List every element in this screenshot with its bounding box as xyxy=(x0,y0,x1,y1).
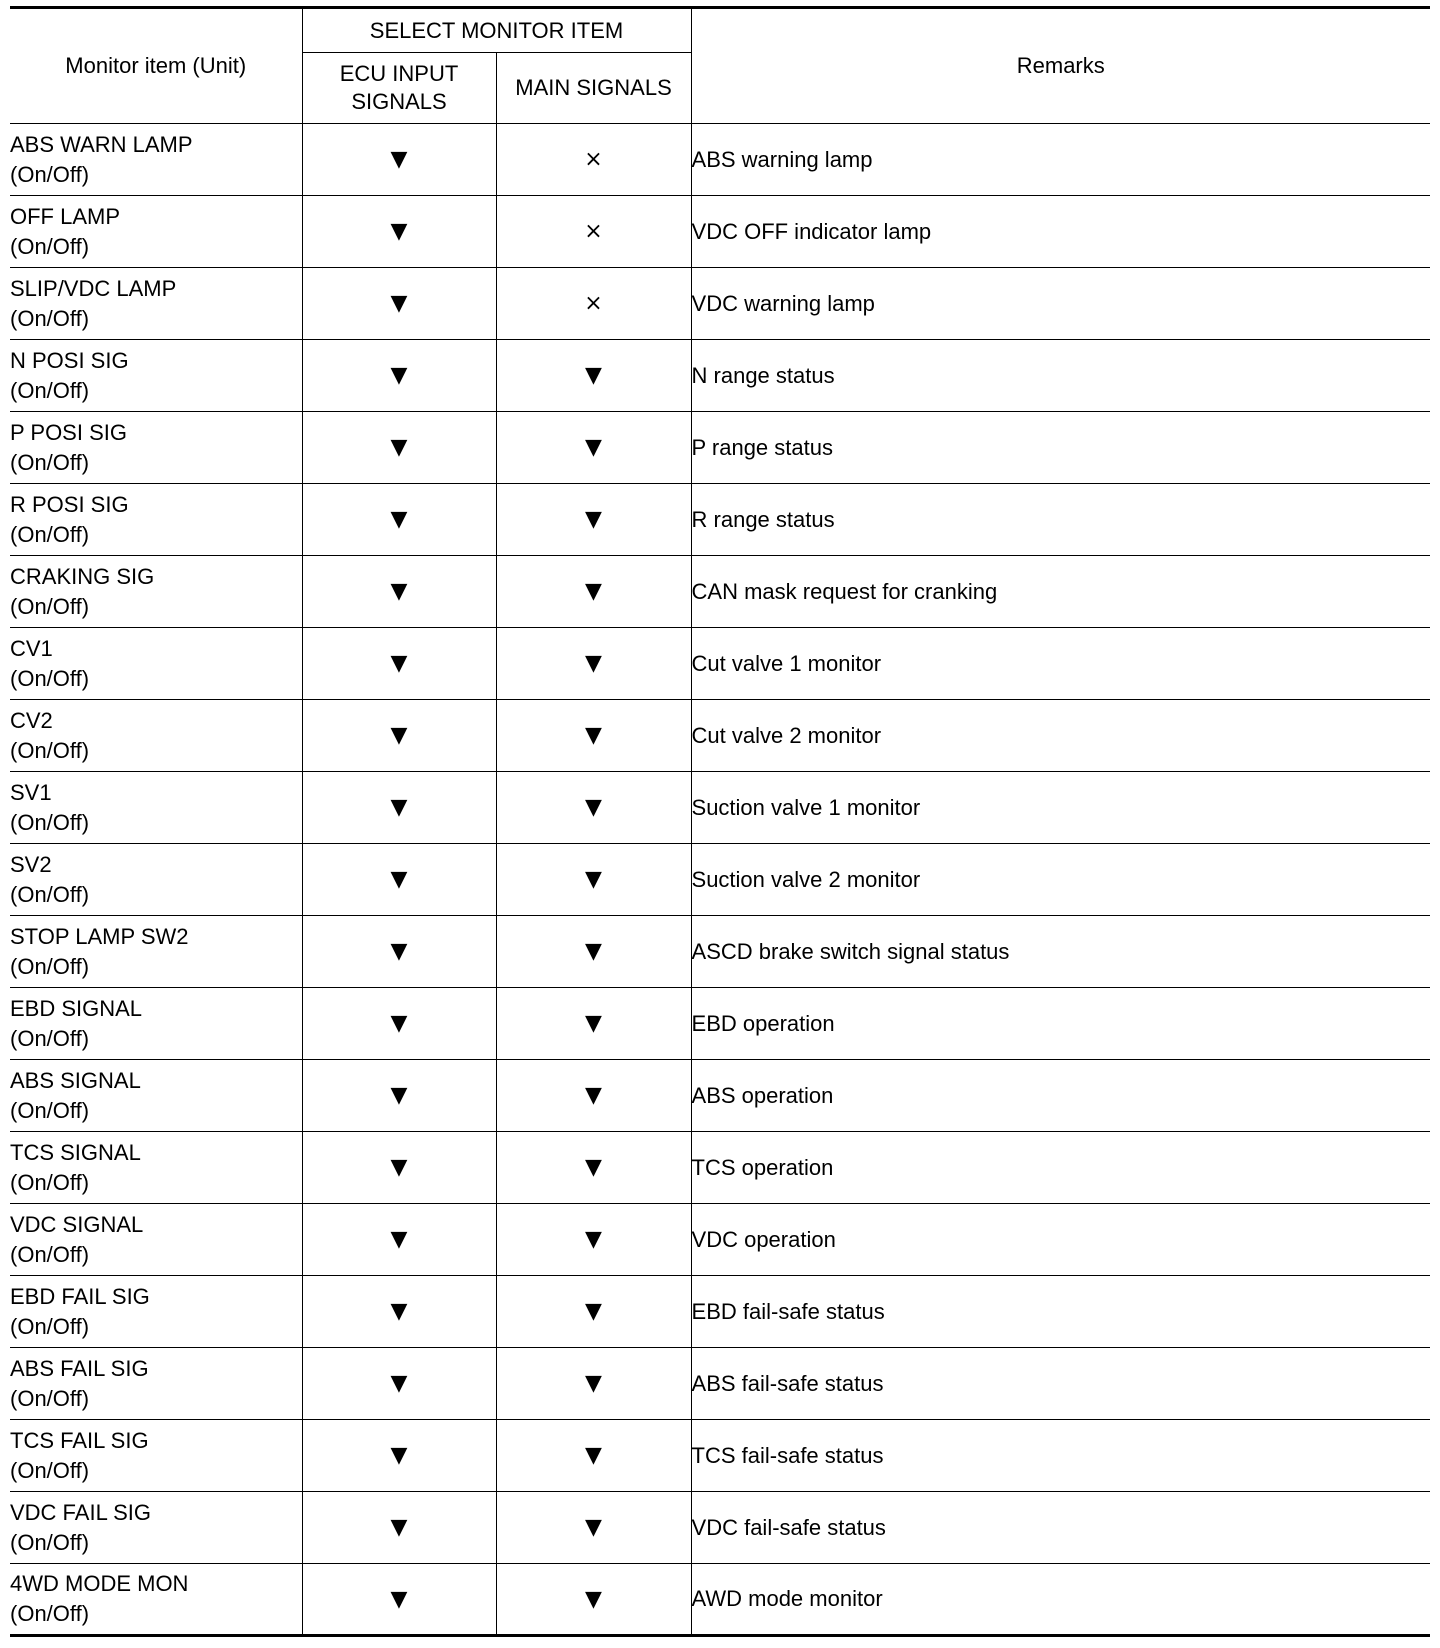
main-signal-mark-cell xyxy=(496,844,691,916)
ecu-input-signal-mark-cell xyxy=(302,628,496,700)
ecu-input-signal-mark-cell xyxy=(302,1564,496,1636)
monitor-item-name: N POSI SIG xyxy=(10,347,129,373)
main-signal-mark-cell xyxy=(496,556,691,628)
monitor-item-unit: (On/Off) xyxy=(10,1313,90,1339)
monitor-item-name: SLIP/VDC LAMP xyxy=(10,275,177,301)
main-signal-mark-cell xyxy=(496,1420,691,1492)
monitor-item-cell xyxy=(10,1276,302,1348)
ecu-input-signal-mark-cell xyxy=(302,916,496,988)
triangle-down-icon: ▼ xyxy=(390,219,408,244)
table-row xyxy=(10,628,1430,700)
monitor-item-cell xyxy=(10,340,302,412)
triangle-down-icon: ▼ xyxy=(390,939,408,964)
triangle-down-icon: ▼ xyxy=(585,1443,602,1468)
table-row xyxy=(10,1564,1430,1636)
ecu-input-signal-mark-cell xyxy=(302,196,496,268)
remarks-cell: AWD mode monitor xyxy=(691,1564,1430,1636)
monitor-item-name: ABS SIGNAL xyxy=(10,1067,141,1093)
monitor-item-cell xyxy=(10,556,302,628)
monitor-item-name: VDC SIGNAL xyxy=(10,1211,144,1237)
ecu-input-signal-mark-cell xyxy=(302,1060,496,1132)
monitor-item-name: CRAKING SIG xyxy=(10,563,155,589)
header-monitor-item: Monitor item (Unit) xyxy=(10,8,302,124)
ecu-input-signal-mark-cell xyxy=(302,268,496,340)
remarks-cell: VDC warning lamp xyxy=(691,268,1430,340)
monitor-item-unit: (On/Off) xyxy=(10,233,90,259)
triangle-down-icon: ▼ xyxy=(390,795,408,820)
table-row xyxy=(10,268,1430,340)
main-signal-mark-cell xyxy=(496,1348,691,1420)
triangle-down-icon: ▼ xyxy=(585,1155,602,1180)
main-signal-mark-cell xyxy=(496,340,691,412)
table-row xyxy=(10,196,1430,268)
ecu-input-signal-mark-cell xyxy=(302,1348,496,1420)
monitor-item-name: ABS WARN LAMP xyxy=(10,131,193,157)
monitor-item-unit: (On/Off) xyxy=(10,1601,90,1626)
triangle-down-icon: ▼ xyxy=(390,1083,408,1108)
monitor-item-name: SV1 xyxy=(10,779,52,805)
remarks-cell: Cut valve 1 monitor xyxy=(691,628,1430,700)
table-row xyxy=(10,988,1430,1060)
triangle-down-icon: ▼ xyxy=(390,147,408,172)
remarks-cell: CAN mask request for cranking xyxy=(691,556,1430,628)
monitor-item-cell xyxy=(10,916,302,988)
triangle-down-icon: ▼ xyxy=(390,1371,408,1396)
ecu-input-signal-mark-cell xyxy=(302,1132,496,1204)
monitor-item-name: R POSI SIG xyxy=(10,491,129,517)
table-row xyxy=(10,1276,1430,1348)
triangle-down-icon: ▼ xyxy=(585,867,602,892)
monitor-item-unit: (On/Off) xyxy=(10,1169,90,1195)
monitor-item-cell xyxy=(10,412,302,484)
remarks-cell: ASCD brake switch signal status xyxy=(691,916,1430,988)
triangle-down-icon: ▼ xyxy=(585,1371,602,1396)
ecu-input-signal-mark-cell xyxy=(302,412,496,484)
cross-mark-icon: × xyxy=(584,147,603,172)
triangle-down-icon: ▼ xyxy=(390,363,408,388)
triangle-down-icon: ▼ xyxy=(390,1011,408,1036)
triangle-down-icon: ▼ xyxy=(390,723,408,748)
triangle-down-icon: ▼ xyxy=(585,651,602,676)
monitor-item-cell xyxy=(10,1420,302,1492)
cross-mark-icon: × xyxy=(584,291,603,316)
main-signal-mark-cell xyxy=(496,196,691,268)
triangle-down-icon: ▼ xyxy=(390,651,408,676)
monitor-item-name: STOP LAMP SW2 xyxy=(10,923,189,949)
main-signal-mark-cell xyxy=(496,484,691,556)
monitor-item-cell xyxy=(10,196,302,268)
monitor-item-cell xyxy=(10,1060,302,1132)
ecu-input-signal-mark-cell xyxy=(302,1492,496,1564)
triangle-down-icon: ▼ xyxy=(585,363,602,388)
triangle-down-icon: ▼ xyxy=(390,579,408,604)
remarks-cell: VDC OFF indicator lamp xyxy=(691,196,1430,268)
triangle-down-icon: ▼ xyxy=(585,795,602,820)
main-signal-mark-cell xyxy=(496,1276,691,1348)
monitor-item-name: P POSI SIG xyxy=(10,419,127,445)
triangle-down-icon: ▼ xyxy=(390,507,408,532)
monitor-item-name: EBD SIGNAL xyxy=(10,995,143,1021)
ecu-input-signal-mark-cell xyxy=(302,844,496,916)
main-signal-mark-cell xyxy=(496,1564,691,1636)
triangle-down-icon: ▼ xyxy=(390,867,408,892)
triangle-down-icon: ▼ xyxy=(585,507,602,532)
table-row xyxy=(10,1060,1430,1132)
main-signal-mark-cell xyxy=(496,988,691,1060)
monitor-item-name: SV2 xyxy=(10,851,52,877)
table-row xyxy=(10,556,1430,628)
main-signal-mark-cell xyxy=(496,268,691,340)
monitor-item-unit: (On/Off) xyxy=(10,881,90,907)
main-signal-mark-cell xyxy=(496,628,691,700)
triangle-down-icon: ▼ xyxy=(390,1227,408,1252)
remarks-cell: VDC fail-safe status xyxy=(691,1492,1430,1564)
header-select-monitor-item: SELECT MONITOR ITEM xyxy=(302,8,691,53)
ecu-input-signal-mark-cell xyxy=(302,772,496,844)
header-remarks: Remarks xyxy=(691,8,1430,124)
monitor-item-unit: (On/Off) xyxy=(10,737,90,763)
monitor-item-unit: (On/Off) xyxy=(10,1241,90,1267)
remarks-cell: EBD fail-safe status xyxy=(691,1276,1430,1348)
triangle-down-icon: ▼ xyxy=(585,579,602,604)
table-header-row xyxy=(10,8,1430,53)
main-signal-mark-cell xyxy=(496,772,691,844)
monitor-item-unit: (On/Off) xyxy=(10,1097,90,1123)
table-row xyxy=(10,124,1430,196)
table-row xyxy=(10,1348,1430,1420)
main-signal-mark-cell xyxy=(496,1060,691,1132)
ecu-input-signal-mark-cell xyxy=(302,1276,496,1348)
table-row xyxy=(10,1204,1430,1276)
monitor-item-cell xyxy=(10,1564,302,1636)
monitor-item-unit: (On/Off) xyxy=(10,1025,90,1051)
monitor-item-cell xyxy=(10,1132,302,1204)
table-row xyxy=(10,1420,1430,1492)
triangle-down-icon: ▼ xyxy=(585,1299,602,1324)
ecu-input-signal-mark-cell xyxy=(302,340,496,412)
triangle-down-icon: ▼ xyxy=(585,1011,602,1036)
monitor-item-name: TCS SIGNAL xyxy=(10,1139,141,1165)
triangle-down-icon: ▼ xyxy=(390,1155,408,1180)
monitor-item-unit: (On/Off) xyxy=(10,1529,90,1555)
table-row xyxy=(10,340,1430,412)
ecu-input-signal-mark-cell xyxy=(302,484,496,556)
ecu-input-signal-mark-cell xyxy=(302,1420,496,1492)
remarks-cell: Suction valve 2 monitor xyxy=(691,844,1430,916)
main-signal-mark-cell xyxy=(496,700,691,772)
monitor-item-unit: (On/Off) xyxy=(10,593,90,619)
cross-mark-icon: × xyxy=(584,219,603,244)
monitor-item-name: 4WD MODE MON xyxy=(10,1571,189,1596)
monitor-item-cell xyxy=(10,844,302,916)
remarks-cell: R range status xyxy=(691,484,1430,556)
monitor-item-cell xyxy=(10,700,302,772)
monitor-table-sheet xyxy=(10,6,1430,1637)
table-row xyxy=(10,916,1430,988)
remarks-cell: ABS warning lamp xyxy=(691,124,1430,196)
monitor-item-unit: (On/Off) xyxy=(10,161,90,187)
triangle-down-icon: ▼ xyxy=(585,723,602,748)
triangle-down-icon: ▼ xyxy=(585,1515,602,1540)
monitor-item-cell xyxy=(10,1204,302,1276)
monitor-item-unit: (On/Off) xyxy=(10,377,90,403)
monitor-item-cell xyxy=(10,1492,302,1564)
remarks-cell: N range status xyxy=(691,340,1430,412)
monitor-item-cell xyxy=(10,772,302,844)
monitor-item-name: VDC FAIL SIG xyxy=(10,1499,152,1525)
monitor-item-unit: (On/Off) xyxy=(10,665,90,691)
ecu-input-signal-mark-cell xyxy=(302,124,496,196)
monitor-item-table xyxy=(10,6,1430,1637)
table-row xyxy=(10,700,1430,772)
table-row xyxy=(10,484,1430,556)
monitor-item-unit: (On/Off) xyxy=(10,953,90,979)
remarks-cell: TCS operation xyxy=(691,1132,1430,1204)
table-row xyxy=(10,412,1430,484)
remarks-cell: Cut valve 2 monitor xyxy=(691,700,1430,772)
triangle-down-icon: ▼ xyxy=(390,1443,408,1468)
ecu-input-signal-mark-cell xyxy=(302,556,496,628)
header-ecu-input-signals xyxy=(302,53,496,124)
remarks-cell: EBD operation xyxy=(691,988,1430,1060)
monitor-item-name: CV1 xyxy=(10,635,53,661)
triangle-down-icon: ▼ xyxy=(585,435,602,460)
main-signal-mark-cell xyxy=(496,916,691,988)
triangle-down-icon: ▼ xyxy=(390,1299,408,1324)
remarks-cell: ABS fail-safe status xyxy=(691,1348,1430,1420)
triangle-down-icon: ▼ xyxy=(390,435,408,460)
triangle-down-icon: ▼ xyxy=(390,1586,408,1612)
monitor-item-unit: (On/Off) xyxy=(10,305,90,331)
main-signal-mark-cell xyxy=(496,1132,691,1204)
header-ecu-input-signals-label: ECU INPUT SIGNALS xyxy=(339,61,459,114)
main-signal-mark-cell xyxy=(496,1492,691,1564)
remarks-cell: Suction valve 1 monitor xyxy=(691,772,1430,844)
main-signal-mark-cell xyxy=(496,1204,691,1276)
table-body xyxy=(10,124,1430,1636)
monitor-item-unit: (On/Off) xyxy=(10,449,90,475)
table-row xyxy=(10,844,1430,916)
triangle-down-icon: ▼ xyxy=(585,1083,602,1108)
header-main-signals: MAIN SIGNALS xyxy=(496,53,691,124)
monitor-item-name: CV2 xyxy=(10,707,53,733)
monitor-item-unit: (On/Off) xyxy=(10,1385,90,1411)
remarks-cell: VDC operation xyxy=(691,1204,1430,1276)
ecu-input-signal-mark-cell xyxy=(302,1204,496,1276)
table-row xyxy=(10,1492,1430,1564)
remarks-cell: ABS operation xyxy=(691,1060,1430,1132)
monitor-item-unit: (On/Off) xyxy=(10,1457,90,1483)
main-signal-mark-cell xyxy=(496,412,691,484)
triangle-down-icon: ▼ xyxy=(585,1227,602,1252)
remarks-cell: TCS fail-safe status xyxy=(691,1420,1430,1492)
remarks-cell: P range status xyxy=(691,412,1430,484)
monitor-item-name: ABS FAIL SIG xyxy=(10,1355,149,1381)
monitor-item-cell xyxy=(10,484,302,556)
triangle-down-icon: ▼ xyxy=(390,291,408,316)
monitor-item-name: OFF LAMP xyxy=(10,203,121,229)
ecu-input-signal-mark-cell xyxy=(302,988,496,1060)
monitor-item-cell xyxy=(10,124,302,196)
monitor-item-unit: (On/Off) xyxy=(10,521,90,547)
ecu-input-signal-mark-cell xyxy=(302,700,496,772)
monitor-item-name: TCS FAIL SIG xyxy=(10,1427,149,1453)
monitor-item-name: EBD FAIL SIG xyxy=(10,1283,150,1309)
triangle-down-icon: ▼ xyxy=(390,1515,408,1540)
triangle-down-icon: ▼ xyxy=(585,939,602,964)
main-signal-mark-cell xyxy=(496,124,691,196)
triangle-down-icon: ▼ xyxy=(585,1586,602,1612)
monitor-item-cell xyxy=(10,628,302,700)
table-row xyxy=(10,772,1430,844)
monitor-item-cell xyxy=(10,1348,302,1420)
table-row xyxy=(10,1132,1430,1204)
monitor-item-unit: (On/Off) xyxy=(10,809,90,835)
monitor-item-cell xyxy=(10,988,302,1060)
monitor-item-cell xyxy=(10,268,302,340)
